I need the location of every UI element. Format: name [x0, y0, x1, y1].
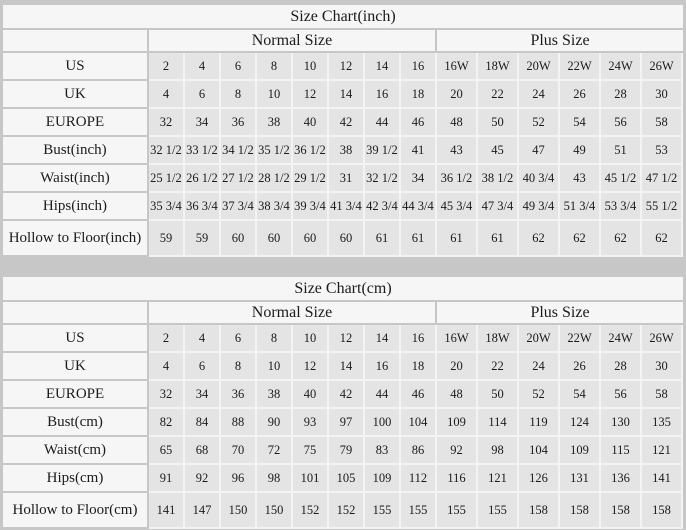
size-value-cell: 36 [221, 381, 257, 409]
size-value-cell: 34 [185, 381, 221, 409]
size-value-cell: 61 [478, 221, 519, 257]
size-value-cell: 53 [642, 137, 683, 165]
size-value-cell: 86 [401, 437, 437, 465]
column-group-row [3, 302, 683, 325]
size-value-cell: 26 [560, 81, 601, 109]
size-value-cell: 152 [293, 493, 329, 529]
table-row [3, 465, 683, 493]
size-value-cell: 44 3/4 [401, 193, 437, 221]
size-value-cell: 105 [329, 465, 365, 493]
row-label: UK [3, 81, 149, 109]
size-value-cell: 30 [642, 81, 683, 109]
size-value-cell: 109 [560, 437, 601, 465]
table-row [3, 409, 683, 437]
plus-size-group-header: Plus Size [437, 30, 683, 53]
size-value-cell: 40 [293, 381, 329, 409]
size-value-cell: 155 [478, 493, 519, 529]
size-chart-cm-body [3, 325, 683, 529]
size-value-cell: 31 [329, 165, 365, 193]
size-value-cell: 98 [257, 465, 293, 493]
size-value-cell: 60 [257, 221, 293, 257]
size-value-cell: 114 [478, 409, 519, 437]
size-value-cell: 50 [478, 109, 519, 137]
size-value-cell: 104 [519, 437, 560, 465]
size-value-cell: 20W [519, 325, 560, 353]
size-value-cell: 35 1/2 [257, 137, 293, 165]
size-value-cell: 28 [601, 81, 642, 109]
size-value-cell: 112 [401, 465, 437, 493]
size-value-cell: 4 [185, 53, 221, 81]
size-value-cell: 158 [560, 493, 601, 529]
size-value-cell: 52 [519, 381, 560, 409]
row-label: Hollow to Floor(cm) [3, 493, 149, 529]
size-value-cell: 4 [149, 353, 185, 381]
size-value-cell: 32 1/2 [365, 165, 401, 193]
size-value-cell: 38 1/2 [478, 165, 519, 193]
size-chart-cm-table [3, 277, 683, 529]
size-value-cell: 26W [642, 53, 683, 81]
size-value-cell: 147 [185, 493, 221, 529]
size-value-cell: 12 [293, 353, 329, 381]
size-value-cell: 6 [185, 353, 221, 381]
size-value-cell: 42 3/4 [365, 193, 401, 221]
size-value-cell: 101 [293, 465, 329, 493]
size-value-cell: 38 [329, 137, 365, 165]
size-value-cell: 130 [601, 409, 642, 437]
size-value-cell: 93 [293, 409, 329, 437]
size-value-cell: 2 [149, 53, 185, 81]
size-value-cell: 61 [437, 221, 478, 257]
normal-size-group-header: Normal Size [149, 302, 437, 325]
size-value-cell: 61 [365, 221, 401, 257]
size-value-cell: 22W [560, 325, 601, 353]
size-value-cell: 18W [478, 53, 519, 81]
size-value-cell: 155 [365, 493, 401, 529]
size-value-cell: 152 [329, 493, 365, 529]
size-value-cell: 53 3/4 [601, 193, 642, 221]
size-value-cell: 33 1/2 [185, 137, 221, 165]
size-value-cell: 28 1/2 [257, 165, 293, 193]
size-value-cell: 72 [257, 437, 293, 465]
size-chart-inch-body [3, 53, 683, 257]
table-row [3, 193, 683, 221]
size-value-cell: 158 [642, 493, 683, 529]
size-value-cell: 10 [293, 325, 329, 353]
size-value-cell: 45 1/2 [601, 165, 642, 193]
table-row [3, 81, 683, 109]
size-value-cell: 41 3/4 [329, 193, 365, 221]
size-value-cell: 150 [221, 493, 257, 529]
size-value-cell: 18 [401, 353, 437, 381]
size-value-cell: 90 [257, 409, 293, 437]
column-group-row [3, 30, 683, 53]
size-value-cell: 14 [365, 53, 401, 81]
size-value-cell: 40 [293, 109, 329, 137]
size-value-cell: 10 [293, 53, 329, 81]
table-title-row [3, 5, 683, 30]
size-value-cell: 49 [560, 137, 601, 165]
corner-cell [3, 302, 149, 325]
row-label: Hips(cm) [3, 465, 149, 493]
size-value-cell: 100 [365, 409, 401, 437]
row-label: EUROPE [3, 381, 149, 409]
size-value-cell: 6 [221, 325, 257, 353]
size-value-cell: 98 [478, 437, 519, 465]
size-value-cell: 32 1/2 [149, 137, 185, 165]
size-value-cell: 26 1/2 [185, 165, 221, 193]
row-label: Bust(inch) [3, 137, 149, 165]
size-value-cell: 6 [185, 81, 221, 109]
size-value-cell: 75 [293, 437, 329, 465]
size-value-cell: 10 [257, 353, 293, 381]
size-value-cell: 16 [365, 353, 401, 381]
size-value-cell: 109 [365, 465, 401, 493]
table-title: Size Chart(inch) [3, 5, 683, 30]
size-value-cell: 51 3/4 [560, 193, 601, 221]
row-label: Bust(cm) [3, 409, 149, 437]
size-value-cell: 79 [329, 437, 365, 465]
size-value-cell: 65 [149, 437, 185, 465]
size-chart-inch-table [3, 5, 683, 257]
size-value-cell: 16 [401, 53, 437, 81]
size-value-cell: 155 [437, 493, 478, 529]
size-value-cell: 121 [478, 465, 519, 493]
size-value-cell: 24 [519, 81, 560, 109]
size-value-cell: 70 [221, 437, 257, 465]
size-value-cell: 158 [601, 493, 642, 529]
table-row [3, 137, 683, 165]
size-value-cell: 32 [149, 381, 185, 409]
size-value-cell: 48 [437, 381, 478, 409]
size-value-cell: 25 1/2 [149, 165, 185, 193]
table-row [3, 437, 683, 465]
size-value-cell: 38 [257, 381, 293, 409]
size-value-cell: 150 [257, 493, 293, 529]
size-value-cell: 12 [329, 325, 365, 353]
size-value-cell: 35 3/4 [149, 193, 185, 221]
row-label: Waist(inch) [3, 165, 149, 193]
size-value-cell: 50 [478, 381, 519, 409]
size-value-cell: 56 [601, 381, 642, 409]
size-value-cell: 16 [365, 81, 401, 109]
size-value-cell: 109 [437, 409, 478, 437]
size-value-cell: 24W [601, 53, 642, 81]
size-value-cell: 42 [329, 381, 365, 409]
table-row [3, 353, 683, 381]
size-value-cell: 16W [437, 53, 478, 81]
size-value-cell: 36 [221, 109, 257, 137]
size-value-cell: 62 [601, 221, 642, 257]
size-value-cell: 47 1/2 [642, 165, 683, 193]
size-value-cell: 28 [601, 353, 642, 381]
size-value-cell: 55 1/2 [642, 193, 683, 221]
size-value-cell: 8 [221, 353, 257, 381]
size-value-cell: 26 [560, 353, 601, 381]
size-value-cell: 20W [519, 53, 560, 81]
size-value-cell: 46 [401, 109, 437, 137]
size-value-cell: 82 [149, 409, 185, 437]
size-value-cell: 39 3/4 [293, 193, 329, 221]
row-label: EUROPE [3, 109, 149, 137]
size-value-cell: 83 [365, 437, 401, 465]
size-value-cell: 104 [401, 409, 437, 437]
size-value-cell: 121 [642, 437, 683, 465]
size-value-cell: 16W [437, 325, 478, 353]
size-value-cell: 62 [519, 221, 560, 257]
size-value-cell: 44 [365, 109, 401, 137]
size-value-cell: 48 [437, 109, 478, 137]
size-value-cell: 141 [149, 493, 185, 529]
size-value-cell: 36 1/2 [293, 137, 329, 165]
size-value-cell: 84 [185, 409, 221, 437]
size-value-cell: 47 3/4 [478, 193, 519, 221]
size-value-cell: 62 [560, 221, 601, 257]
size-value-cell: 58 [642, 381, 683, 409]
table-row [3, 165, 683, 193]
size-value-cell: 8 [257, 53, 293, 81]
size-value-cell: 18 [401, 81, 437, 109]
size-value-cell: 36 3/4 [185, 193, 221, 221]
row-label: Hips(inch) [3, 193, 149, 221]
size-value-cell: 14 [329, 81, 365, 109]
row-label: Hollow to Floor(inch) [3, 221, 149, 257]
size-value-cell: 34 [401, 165, 437, 193]
size-value-cell: 92 [437, 437, 478, 465]
size-value-cell: 136 [601, 465, 642, 493]
size-value-cell: 43 [437, 137, 478, 165]
table-row [3, 381, 683, 409]
size-value-cell: 97 [329, 409, 365, 437]
row-label: UK [3, 353, 149, 381]
size-value-cell: 14 [365, 325, 401, 353]
normal-size-group-header: Normal Size [149, 30, 437, 53]
size-value-cell: 2 [149, 325, 185, 353]
size-value-cell: 96 [221, 465, 257, 493]
size-value-cell: 60 [221, 221, 257, 257]
size-value-cell: 47 [519, 137, 560, 165]
size-value-cell: 62 [642, 221, 683, 257]
size-value-cell: 59 [185, 221, 221, 257]
size-value-cell: 141 [642, 465, 683, 493]
size-value-cell: 91 [149, 465, 185, 493]
size-value-cell: 10 [257, 81, 293, 109]
size-value-cell: 45 [478, 137, 519, 165]
size-value-cell: 12 [329, 53, 365, 81]
size-value-cell: 4 [149, 81, 185, 109]
size-value-cell: 135 [642, 409, 683, 437]
size-value-cell: 46 [401, 381, 437, 409]
table-title: Size Chart(cm) [3, 277, 683, 302]
size-value-cell: 14 [329, 353, 365, 381]
table-divider-gap [0, 257, 686, 277]
size-value-cell: 24W [601, 325, 642, 353]
size-value-cell: 39 1/2 [365, 137, 401, 165]
table-row [3, 493, 683, 529]
size-value-cell: 155 [401, 493, 437, 529]
size-value-cell: 34 1/2 [221, 137, 257, 165]
size-value-cell: 60 [293, 221, 329, 257]
table-title-row [3, 277, 683, 302]
size-value-cell: 42 [329, 109, 365, 137]
size-value-cell: 6 [221, 53, 257, 81]
size-value-cell: 8 [221, 81, 257, 109]
size-value-cell: 49 3/4 [519, 193, 560, 221]
table-row [3, 53, 683, 81]
size-value-cell: 54 [560, 109, 601, 137]
size-value-cell: 38 3/4 [257, 193, 293, 221]
size-value-cell: 30 [642, 353, 683, 381]
size-value-cell: 36 1/2 [437, 165, 478, 193]
size-value-cell: 22W [560, 53, 601, 81]
size-value-cell: 20 [437, 353, 478, 381]
size-value-cell: 22 [478, 353, 519, 381]
size-value-cell: 54 [560, 381, 601, 409]
row-label: US [3, 325, 149, 353]
corner-cell [3, 30, 149, 53]
size-value-cell: 52 [519, 109, 560, 137]
size-value-cell: 119 [519, 409, 560, 437]
size-value-cell: 92 [185, 465, 221, 493]
size-value-cell: 18W [478, 325, 519, 353]
size-value-cell: 16 [401, 325, 437, 353]
size-value-cell: 58 [642, 109, 683, 137]
size-value-cell: 38 [257, 109, 293, 137]
size-value-cell: 131 [560, 465, 601, 493]
size-value-cell: 22 [478, 81, 519, 109]
size-value-cell: 60 [329, 221, 365, 257]
size-value-cell: 61 [401, 221, 437, 257]
row-label: US [3, 53, 149, 81]
size-value-cell: 26W [642, 325, 683, 353]
size-value-cell: 41 [401, 137, 437, 165]
size-value-cell: 12 [293, 81, 329, 109]
size-value-cell: 4 [185, 325, 221, 353]
size-value-cell: 34 [185, 109, 221, 137]
size-value-cell: 20 [437, 81, 478, 109]
size-value-cell: 43 [560, 165, 601, 193]
size-value-cell: 45 3/4 [437, 193, 478, 221]
size-value-cell: 124 [560, 409, 601, 437]
size-value-cell: 115 [601, 437, 642, 465]
size-value-cell: 68 [185, 437, 221, 465]
size-value-cell: 56 [601, 109, 642, 137]
size-value-cell: 40 3/4 [519, 165, 560, 193]
table-row [3, 325, 683, 353]
size-value-cell: 24 [519, 353, 560, 381]
size-value-cell: 27 1/2 [221, 165, 257, 193]
size-value-cell: 51 [601, 137, 642, 165]
table-row [3, 221, 683, 257]
size-value-cell: 29 1/2 [293, 165, 329, 193]
size-value-cell: 37 3/4 [221, 193, 257, 221]
size-value-cell: 158 [519, 493, 560, 529]
size-value-cell: 116 [437, 465, 478, 493]
row-label: Waist(cm) [3, 437, 149, 465]
table-row [3, 109, 683, 137]
size-value-cell: 32 [149, 109, 185, 137]
size-value-cell: 126 [519, 465, 560, 493]
size-value-cell: 88 [221, 409, 257, 437]
size-value-cell: 59 [149, 221, 185, 257]
size-value-cell: 8 [257, 325, 293, 353]
plus-size-group-header: Plus Size [437, 302, 683, 325]
size-value-cell: 44 [365, 381, 401, 409]
